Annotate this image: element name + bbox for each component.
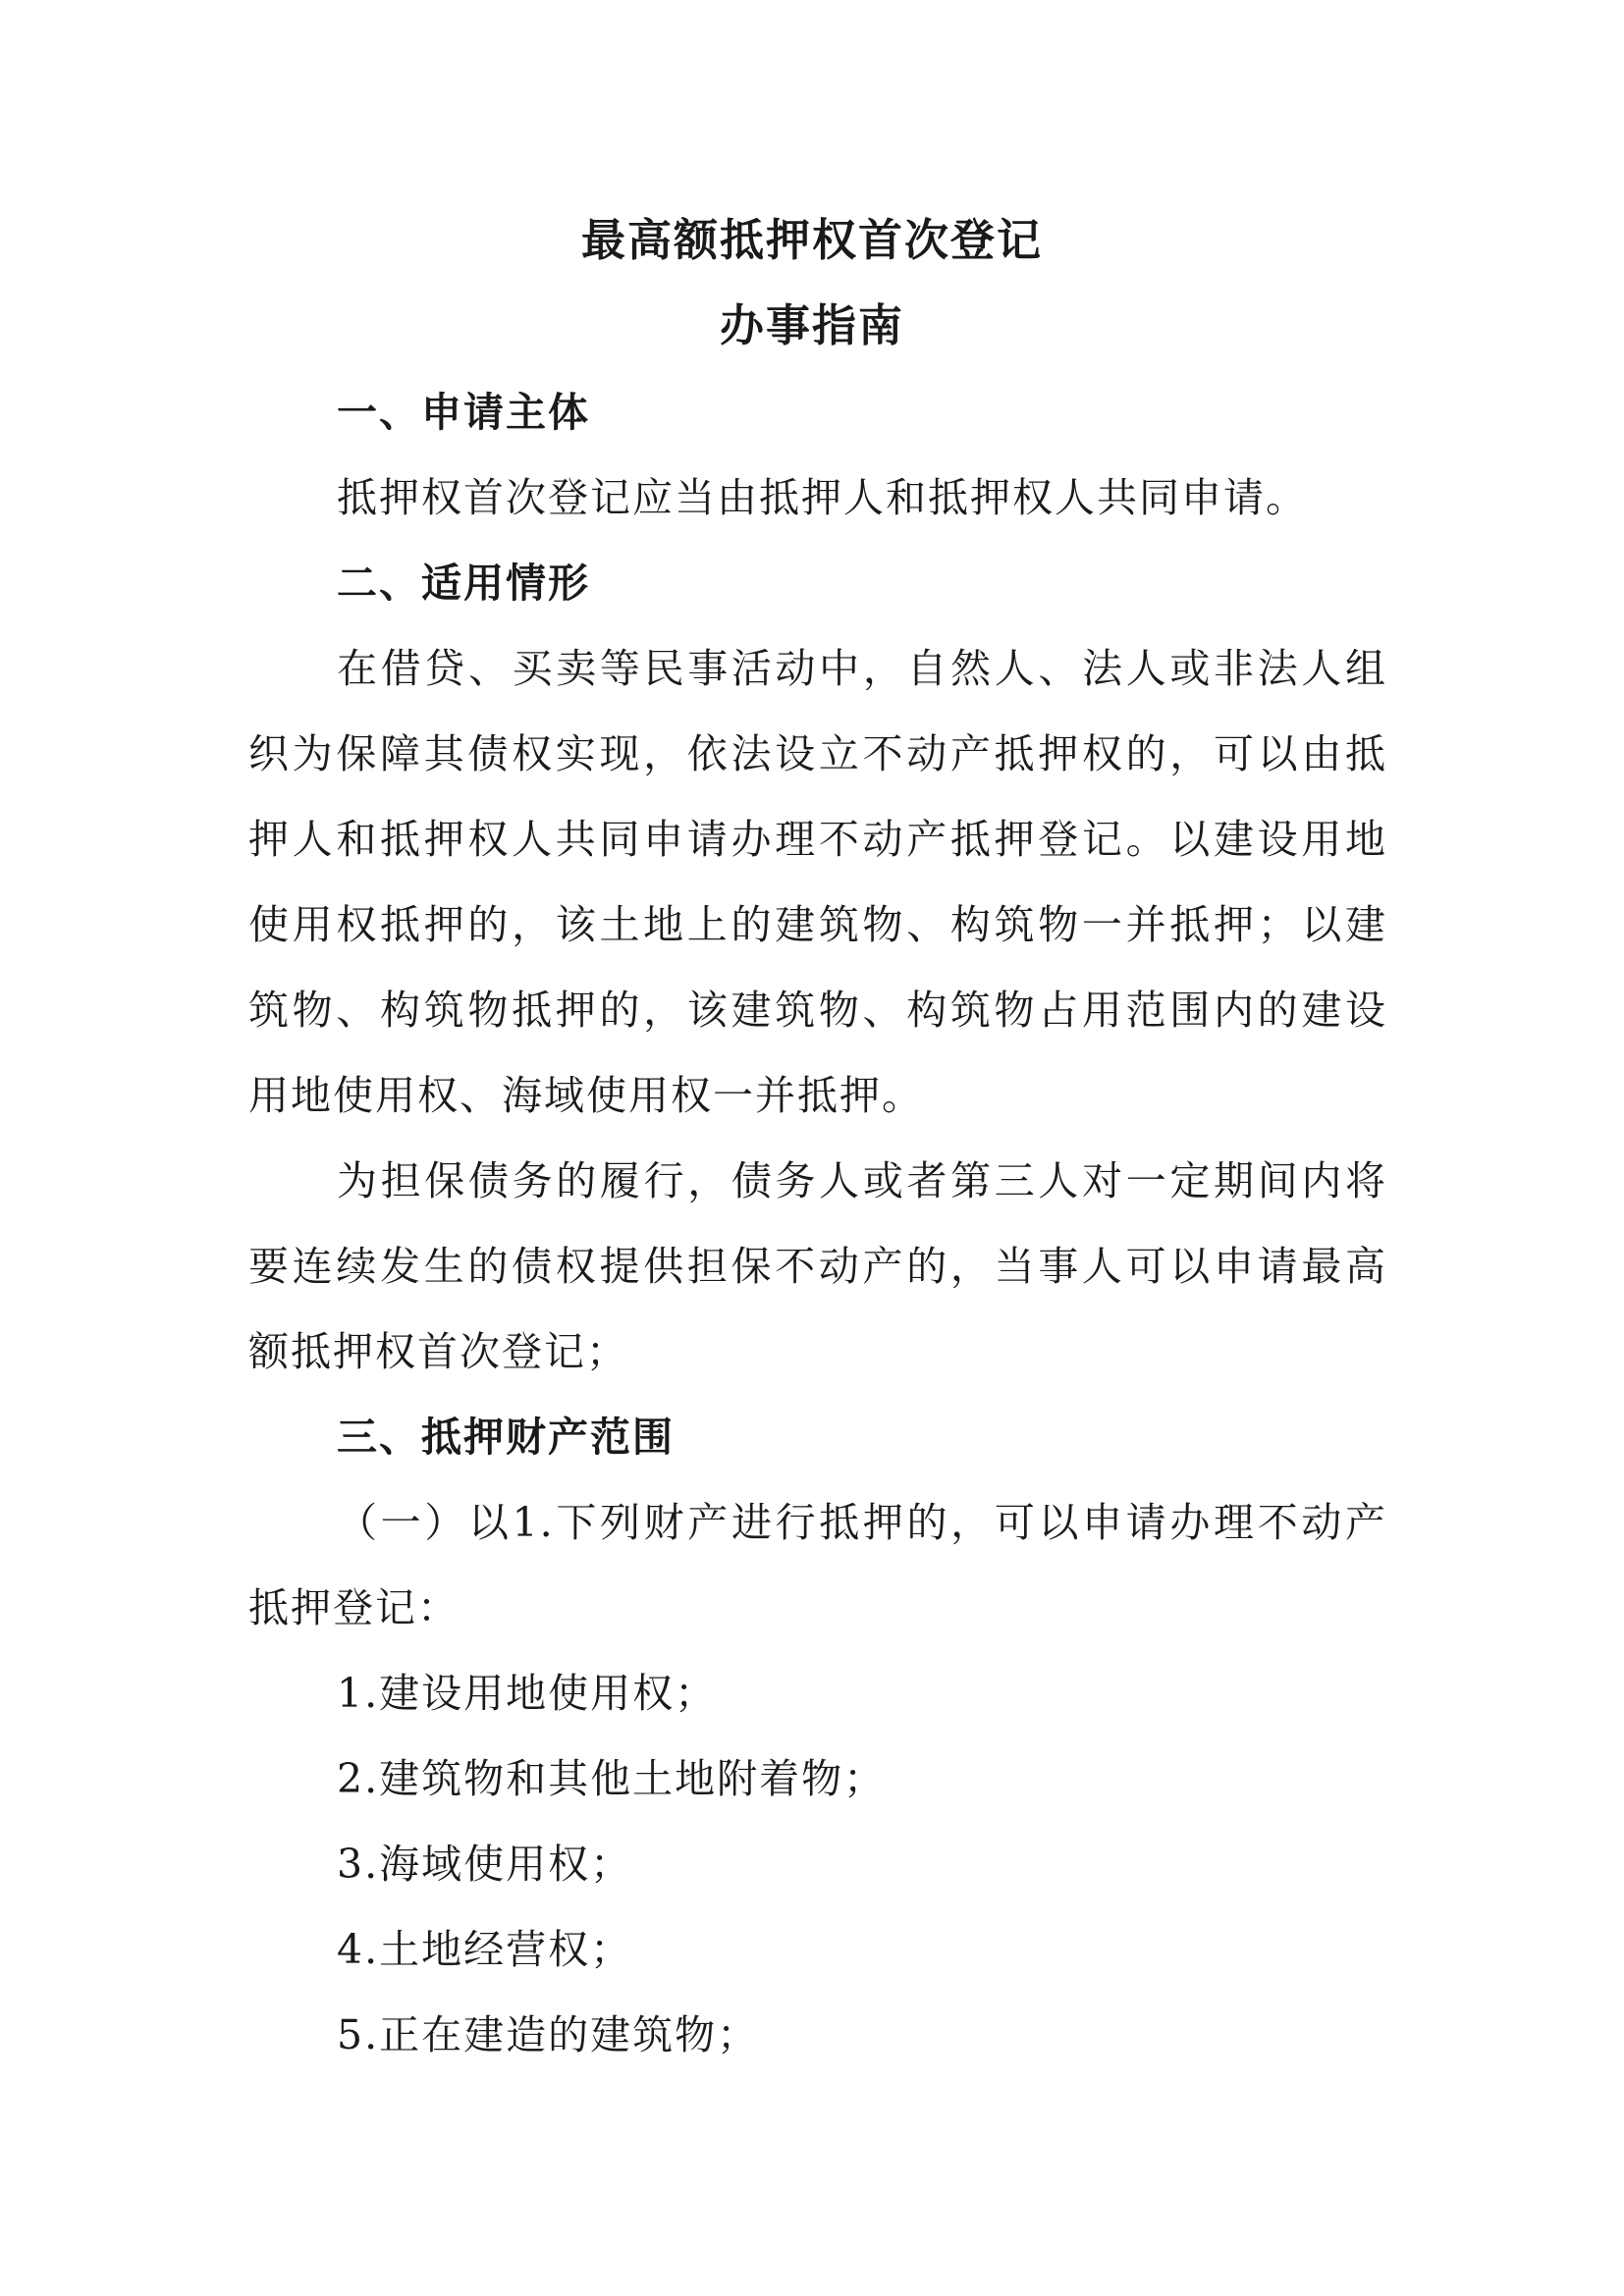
paragraph-line: 为担保债务的履行，债务人或者第三人对一定期间内将 [337,1157,1387,1204]
paragraph-line: 要连续发生的债权提供担保不动产的，当事人可以申请最高 [248,1243,1387,1290]
paragraph-line: 押人和抵押权人共同申请办理不动产抵押登记。以建设用地 [248,816,1387,863]
paragraph-line: 额抵押权首次登记； [248,1328,628,1375]
list-item: 5.正在建造的建筑物； [337,2011,760,2058]
section-heading-applicant: 一、申请主体 [337,389,590,436]
list-item: 4.土地经营权； [337,1926,633,1973]
list-item: 1.建设用地使用权； [337,1670,718,1717]
document-title: 最高额抵押权首次登记 [580,214,1043,266]
list-item: 2.建筑物和其他土地附着物； [337,1755,887,1802]
paragraph-line: 使用权抵押的，该土地上的建筑物、构筑物一并抵押；以建 [248,901,1387,948]
paragraph-line: 筑物、构筑物抵押的，该建筑物、构筑物占用范围内的建设 [248,987,1387,1034]
paragraph-line: 织为保障其债权实现，依法设立不动产抵押权的，可以由抵 [248,730,1387,777]
document-subtitle: 办事指南 [719,299,904,351]
list-item: 3.海域使用权； [337,1841,633,1888]
paragraph-line: （一）以1.下列财产进行抵押的，可以申请办理不动产 [337,1499,1387,1546]
paragraph-line: 用地使用权、海域使用权一并抵押。 [248,1072,924,1119]
paragraph-line: 抵押登记： [248,1584,460,1631]
paragraph-line: 在借贷、买卖等民事活动中，自然人、法人或非法人组 [337,645,1387,692]
section-heading-property: 三、抵押财产范围 [337,1414,675,1461]
section-heading-scope: 二、适用情形 [337,560,590,607]
paragraph-applicant: 抵押权首次登记应当由抵押人和抵押权人共同申请。 [337,474,1308,521]
